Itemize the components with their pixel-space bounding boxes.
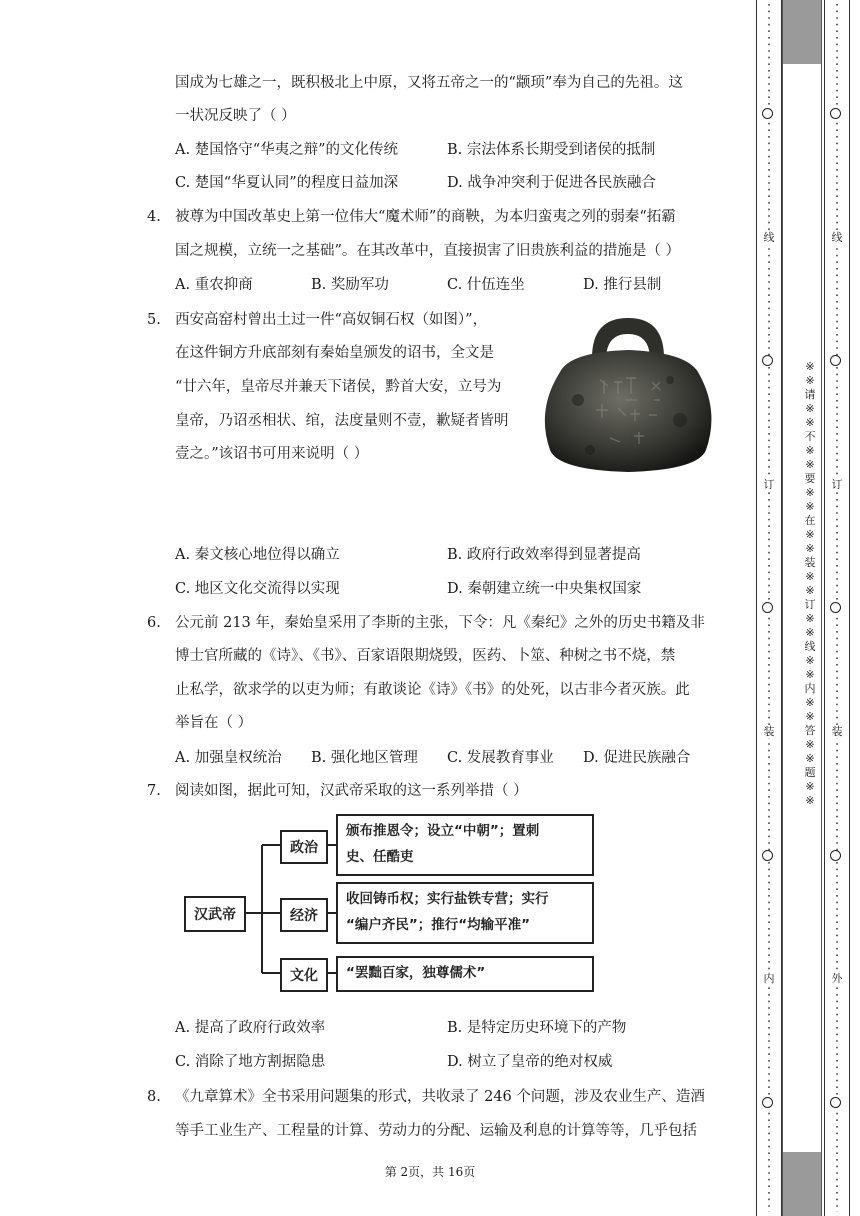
diagram-desc-economy-line2: “编户齐民”；推行“均输平准”: [346, 917, 530, 933]
q8-number: 8.: [147, 1089, 161, 1105]
q3-option-c[interactable]: C. 楚国“华夏认同”的程度日益加深: [175, 175, 399, 191]
outer-mark-line: 线: [825, 232, 849, 244]
diagram-desc-politics: [336, 814, 594, 876]
inner-ring-3: [762, 602, 773, 613]
q7-option-a[interactable]: A. 提高了政府行政效率: [175, 1020, 326, 1036]
q8-line2: 等手工业生产、工程量的计算、劳动力的分配、运输及利息的计算等等，几乎包括: [175, 1123, 697, 1139]
inner-ring-1: [762, 108, 773, 119]
q7-line1: 阅读如图，据此可知，汉武帝采取的这一系列举措（ ）: [175, 783, 528, 799]
do-not-answer-notice: ※※请※※不※※要※※在※※装※※订※※线※※内※※答※※题※※: [804, 360, 816, 807]
inner-mark-stitch: 装: [757, 726, 781, 738]
q5-option-c[interactable]: C. 地区文化交流得以实现: [175, 581, 340, 597]
q7-option-b[interactable]: B. 是特定历史环境下的产物: [447, 1020, 627, 1036]
q3-option-a[interactable]: A. 楚国恪守“华夷之辩”的文化传统: [175, 142, 399, 158]
inner-ring-5: [762, 1097, 773, 1108]
q6-option-c[interactable]: C. 发展教育事业: [447, 750, 554, 766]
outer-mark-outside: 外: [825, 973, 849, 985]
q4-option-b[interactable]: B. 奖励军功: [311, 277, 389, 293]
q3-option-b[interactable]: B. 宗法体系长期受到诸侯的抵制: [447, 142, 656, 158]
q7-option-c[interactable]: C. 消除了地方割据隐患: [175, 1054, 326, 1070]
q3-line1: 国成为七雄之一，既积极北上中原，又将五帝之一的“颛顼”奉为自己的先祖。这: [175, 75, 683, 91]
q4-option-a[interactable]: A. 重农抑商: [175, 277, 253, 293]
q6-line4: 举旨在（ ）: [175, 715, 253, 731]
q6-line2: 博士官所藏的《诗》、《书》、百家语限期烧毁，医药、卜筮、种树之书不烧，禁: [175, 648, 676, 664]
diagram-root-box: 汉武帝: [184, 896, 246, 932]
inner-mark-inside: 内: [757, 973, 781, 985]
page-footer: 第 2页，共 16页: [384, 1165, 476, 1179]
q8-line1: 《九章算术》全书采用问题集的形式，共收录了 246 个问题，涉及农业生产、造酒: [175, 1089, 705, 1105]
inner-ring-2: [762, 355, 773, 366]
q6-line1: 公元前 213 年，秦始皇采用了李斯的主张，下令：凡《秦纪》之外的历史书籍及非: [175, 615, 705, 631]
outer-ring-2: [830, 355, 841, 366]
q6-option-d[interactable]: D. 促进民族融合: [583, 750, 691, 766]
binding-margin: [740, 0, 860, 1216]
q7-option-d[interactable]: D. 树立了皇帝的绝对权威: [447, 1054, 613, 1070]
diagram-desc-economy-line1: 收回铸币权；实行盐铁专营；实行: [346, 891, 549, 907]
inner-ring-4: [762, 850, 773, 861]
outer-mark-bind: 订: [825, 479, 849, 491]
policy-diagram: [180, 810, 600, 1005]
q5-line4: 皇帝，乃诏丞相状、绾，法度量则不壹，歉疑者皆明: [175, 413, 509, 429]
q6-number: 6.: [147, 615, 161, 631]
q5-line3: “廿六年，皇帝尽并兼天下诸侯，黔首大安，立号为: [175, 379, 502, 395]
q5-line5: 壹之。”该诏书可用来说明（ ）: [175, 446, 369, 462]
q3-option-d[interactable]: D. 战争冲突利于促进各民族融合: [447, 175, 656, 191]
diagram-branch-culture: 文化: [280, 958, 328, 992]
q4-option-c[interactable]: C. 什伍连坐: [447, 277, 525, 293]
bronze-weight-image: [530, 310, 725, 475]
q5-number: 5.: [147, 312, 161, 328]
q5-option-a[interactable]: A. 秦文核心地位得以确立: [175, 547, 340, 563]
q6-option-a[interactable]: A. 加强皇权统治: [175, 750, 282, 766]
q4-line1: 被尊为中国改革史上第一位伟大“魔术师”的商鞅，为本归蛮夷之列的弱秦“拓霸: [175, 209, 676, 225]
diagram-desc-culture: [336, 956, 594, 992]
q5-option-d[interactable]: D. 秦朝建立统一中央集权国家: [447, 581, 642, 597]
diagram-desc-culture-line1: “罢黜百家，独尊儒术”: [346, 965, 486, 981]
q6-line3: 止私学，欲求学的以吏为师；有敢谈论《诗》《书》的处死，以古非今者灭族。此: [175, 682, 690, 698]
outer-ring-1: [830, 108, 841, 119]
inner-mark-bind: 订: [757, 479, 781, 491]
diagram-desc-economy: [336, 882, 594, 944]
diagram-branch-economy: 经济: [280, 898, 328, 932]
q4-option-d[interactable]: D. 推行县制: [583, 277, 662, 293]
q5-line1: 西安高窑村曾出土过一件“高奴铜石权（如图）”，: [175, 312, 488, 328]
q5-line2: 在这件铜方升底部刻有秦始皇颁发的诏书，全文是: [175, 345, 494, 361]
outer-ring-5: [830, 1097, 841, 1108]
outer-ring-3: [830, 602, 841, 613]
inner-mark-line: 线: [757, 232, 781, 244]
diagram-desc-politics-line2: 史、任酷吏: [346, 849, 414, 865]
q3-line2: 一状况反映了（ ）: [175, 108, 296, 124]
q7-number: 7.: [147, 783, 161, 799]
diagram-desc-politics-line1: 颁布推恩令；设立“中朝”；置刺: [346, 823, 540, 839]
q4-line2: 国之规模，立统一之基础”。在其改革中，直接损害了旧贵族利益的措施是（ ）: [175, 243, 681, 259]
outer-ring-4: [830, 850, 841, 861]
q5-option-b[interactable]: B. 政府行政效率得到显著提高: [447, 547, 641, 563]
q4-number: 4.: [147, 209, 161, 225]
outer-mark-stitch: 装: [825, 726, 849, 738]
q6-option-b[interactable]: B. 强化地区管理: [311, 750, 418, 766]
diagram-branch-politics: 政治: [280, 830, 328, 864]
